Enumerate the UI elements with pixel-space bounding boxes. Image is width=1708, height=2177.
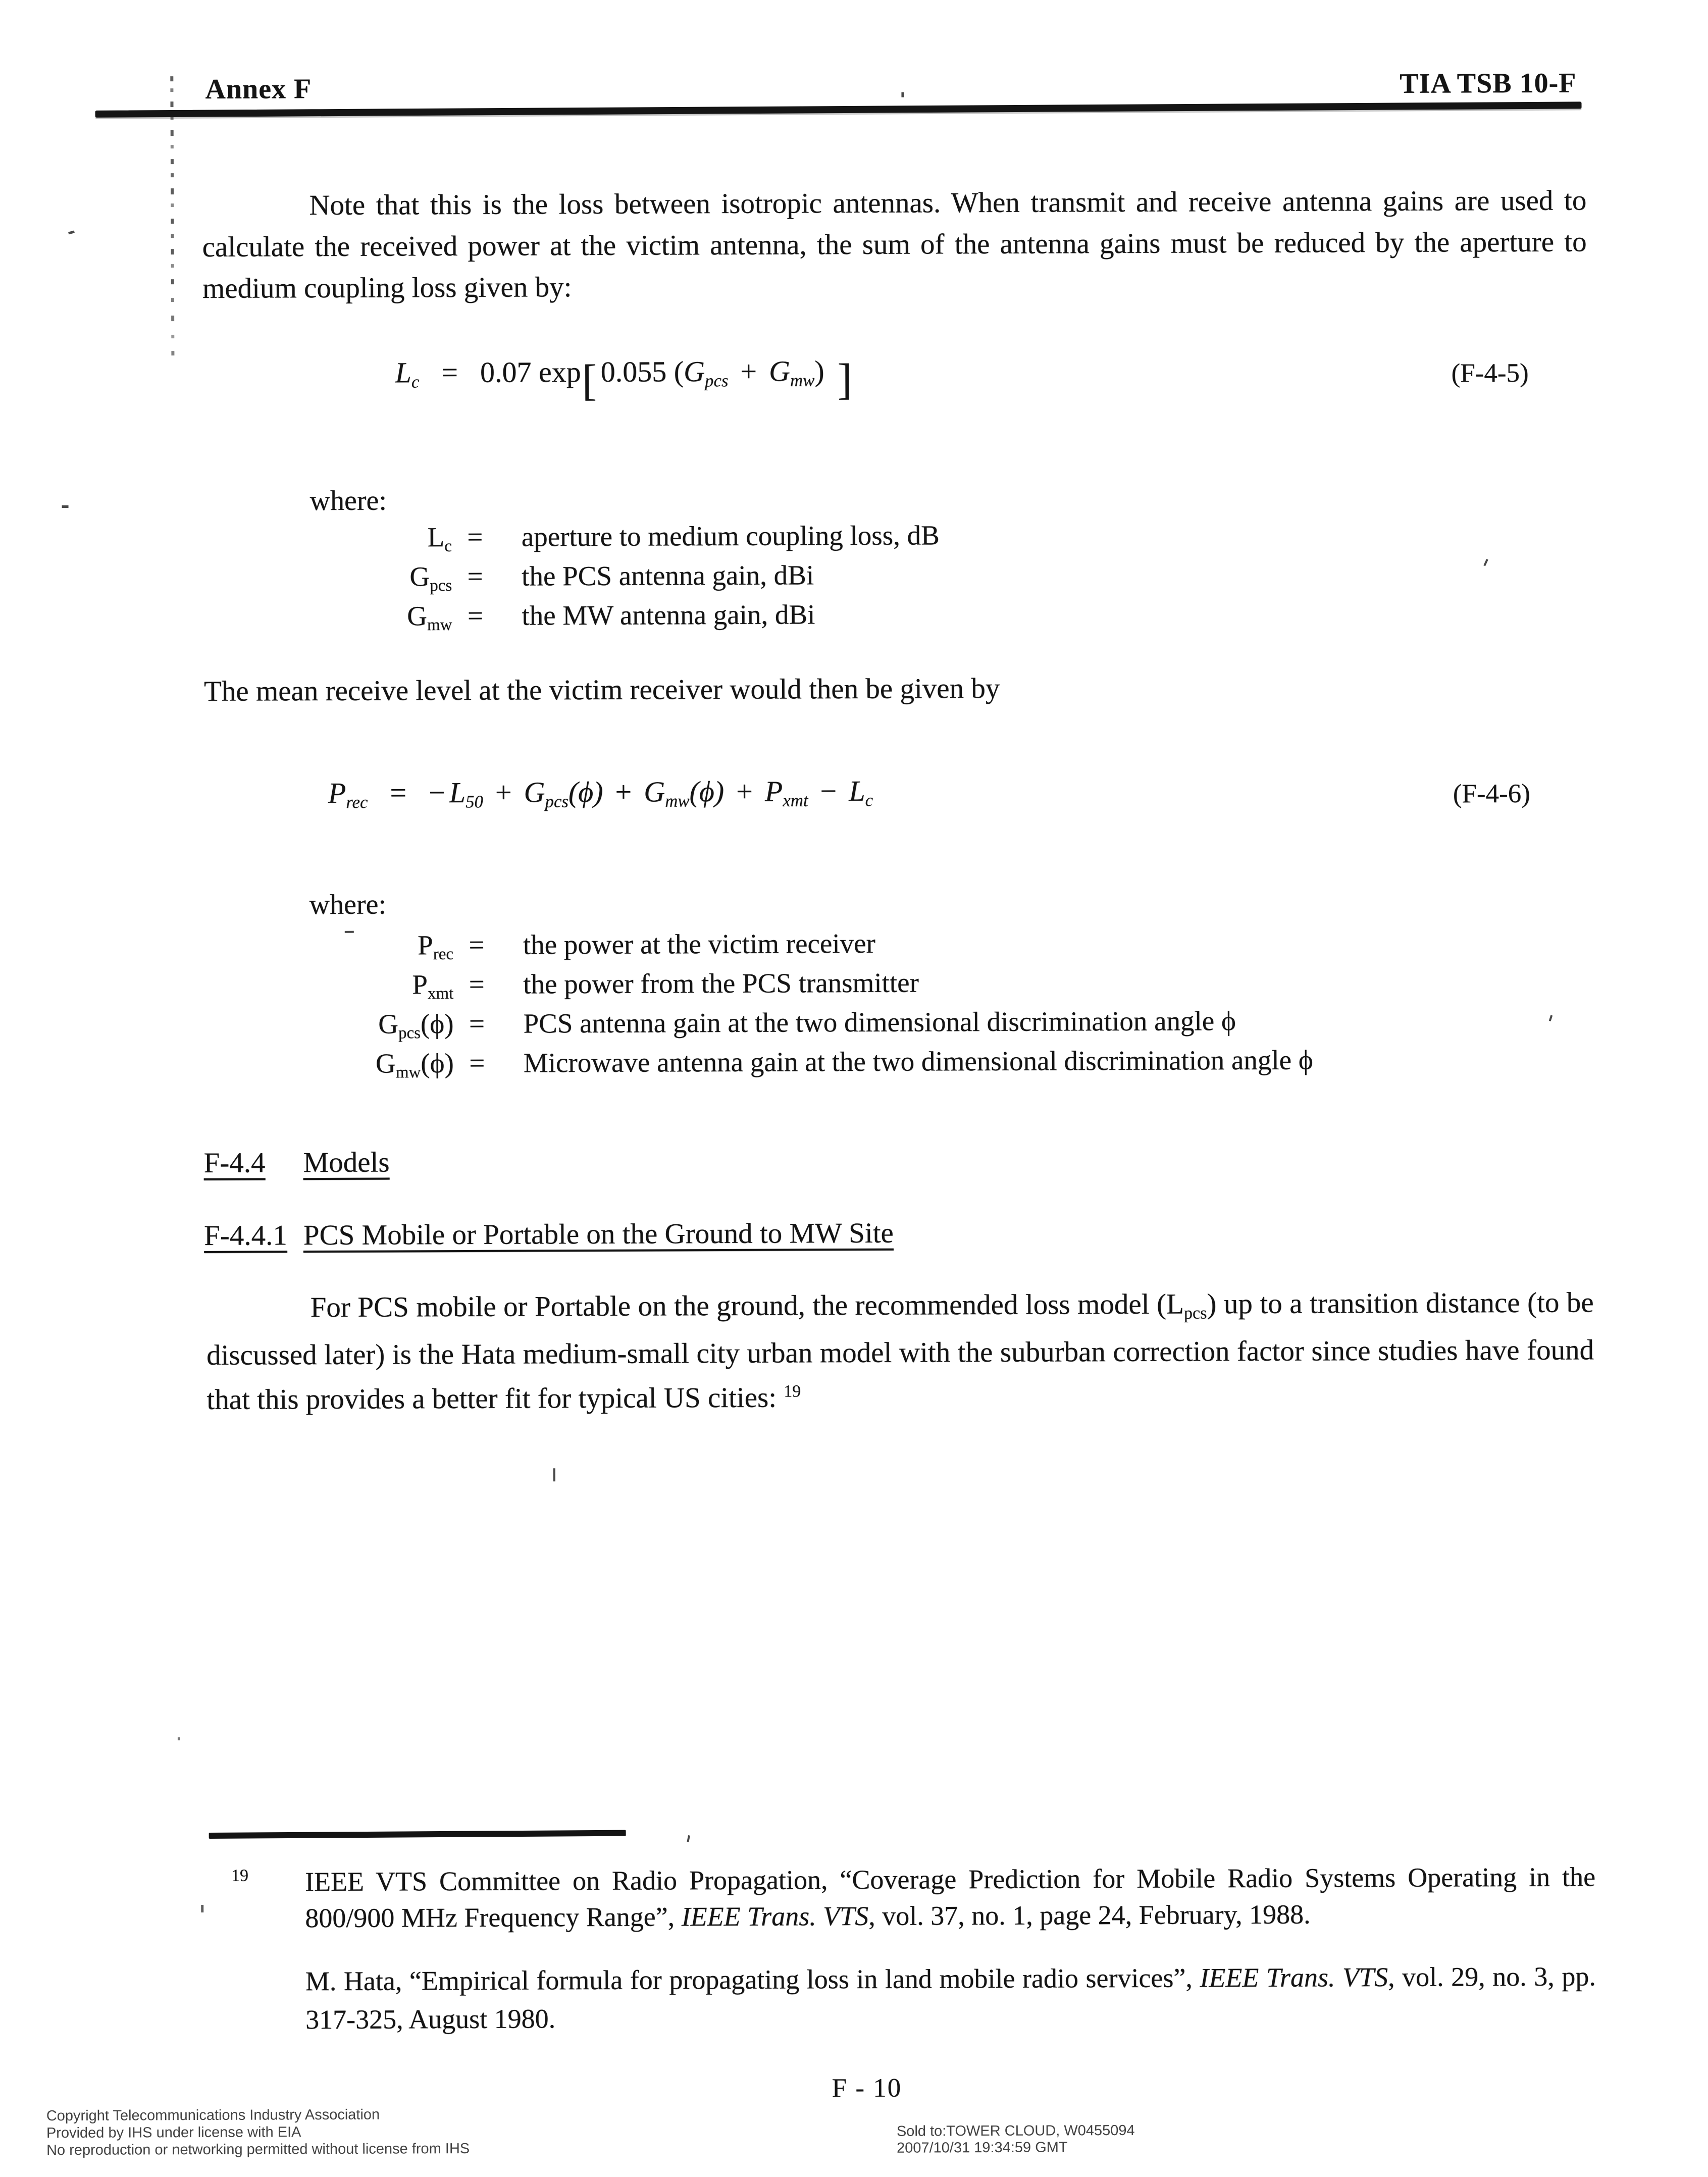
- scan-artifact: [178, 1737, 180, 1740]
- page-number: F - 10: [832, 2073, 902, 2103]
- footnote-text: , vol. 29, no. 3, pp. 317-325, August 1980.: [305, 1961, 1596, 2035]
- open-bracket: [: [582, 355, 597, 405]
- footnote-ieee-vts: [305, 1858, 1596, 1936]
- where-definition: the MW antenna gain, dBi: [522, 599, 815, 631]
- where-definition: PCS antenna gain at the two dimensional discrimination angle ϕ: [523, 1005, 1236, 1039]
- eq45-g1: G: [683, 355, 705, 388]
- term-subscript: pcs: [430, 576, 452, 595]
- scan-artifact: [345, 931, 354, 933]
- eq46-p: P: [328, 776, 346, 809]
- scan-artifact: [171, 279, 174, 284]
- equals-sign: =: [469, 929, 485, 960]
- plus-sign: +: [495, 775, 512, 809]
- scan-artifact: [171, 351, 174, 355]
- eq45-g1-sub: pcs: [704, 371, 729, 391]
- section-title: Models: [303, 1146, 390, 1179]
- journal-name: IEEE Trans. VTS: [681, 1900, 869, 1932]
- equation-f46: [328, 774, 873, 813]
- where-definition: the power from the PCS transmitter: [523, 967, 919, 1000]
- equals-sign: =: [467, 521, 483, 552]
- timestamp-line: 2007/10/31 19:34:59 GMT: [896, 2139, 1068, 2156]
- mean-receive-sentence: The mean receive level at the victim receiver would then be given by: [203, 672, 1000, 707]
- equals-sign: =: [467, 560, 483, 592]
- where-row: [203, 552, 1588, 597]
- eq45-inner-close: ): [814, 354, 824, 388]
- reproduction-line: No reproduction or networking permitted without license from IHS: [46, 2140, 470, 2159]
- equation-f46-label: (F-4-6): [1453, 779, 1530, 809]
- scan-artifact: [171, 203, 174, 207]
- close-bracket: ]: [837, 354, 852, 404]
- scan-artifact: [171, 130, 174, 136]
- where-label: where:: [309, 889, 387, 921]
- eq46-g2-sub: mw: [665, 791, 690, 811]
- scan-artifact: [171, 219, 174, 224]
- scan-artifact: [171, 264, 174, 268]
- where-term: [205, 1044, 454, 1093]
- term-symbol: G: [409, 561, 430, 592]
- where-row: [203, 513, 1588, 558]
- scan-artifact: [171, 145, 174, 148]
- models-text: For PCS mobile or Portable on the ground, the recommended loss model (L: [310, 1288, 1184, 1324]
- scan-artifact: [201, 1905, 203, 1912]
- scan-artifact: [170, 76, 173, 81]
- term-symbol: P: [417, 929, 433, 961]
- eq46-g1-arg: (ϕ): [568, 775, 603, 809]
- section-heading-f441: [204, 1217, 894, 1252]
- footnote-text: M. Hata, “Empirical formula for propagating loss in land mobile radio services”,: [305, 1962, 1200, 1997]
- scan-artifact: [171, 173, 174, 177]
- eq45-lhs-sub: c: [411, 372, 420, 392]
- scan-artifact: [171, 249, 174, 254]
- footnote-hata: [305, 1957, 1596, 2039]
- license-line: Provided by IHS under license with EIA: [46, 2124, 301, 2142]
- scan-artifact: [171, 116, 174, 120]
- copyright-block: [46, 2106, 470, 2159]
- footnote-number: 19: [231, 1866, 249, 1885]
- equals-sign: =: [390, 776, 407, 809]
- eq46-l2: L: [849, 774, 865, 808]
- eq45-prefix: 0.07 exp: [480, 355, 581, 389]
- eq45-lhs: L: [395, 356, 411, 389]
- intro-paragraph: Note that this is the loss between isotropic antennas. When transmit and receive antenna gains are used to calculate the received power at the victim antenna, the sum of the antenna gains must be reduced by the aperture to medium coupling loss given by:: [202, 184, 1587, 304]
- eq46-g2: G: [644, 775, 665, 808]
- term-symbol: P: [412, 969, 428, 1000]
- term-subscript: pcs: [398, 1024, 421, 1043]
- equals-sign: =: [467, 600, 484, 631]
- term-subscript: mw: [427, 615, 452, 635]
- scan-artifact: [171, 159, 174, 164]
- equals-sign: =: [441, 355, 458, 389]
- scan-artifact: [171, 298, 174, 302]
- where-row: [203, 592, 1588, 637]
- scan-artifact: [170, 101, 173, 107]
- models-paragraph: [206, 1283, 1594, 1419]
- where-row: [205, 1039, 1590, 1084]
- copyright-line: Copyright Telecommunications Industry Association: [46, 2106, 380, 2124]
- plus-sign: +: [740, 354, 757, 388]
- equation-f45: [395, 353, 856, 406]
- eq46-l2-sub: c: [865, 790, 873, 810]
- eq46-g1-sub: pcs: [545, 791, 568, 811]
- term-subscript: c: [444, 537, 452, 555]
- scan-artifact: [171, 335, 174, 338]
- header-rule: [95, 101, 1582, 117]
- scan-artifact: [171, 188, 174, 194]
- section-title: PCS Mobile or Portable on the Ground to MW Site: [303, 1217, 894, 1252]
- term-subscript: rec: [433, 945, 454, 964]
- header-right-title: TIA TSB 10-F: [1400, 67, 1577, 99]
- where-row: [205, 921, 1589, 966]
- equals-sign: =: [469, 968, 485, 1000]
- scan-artifact: [171, 316, 174, 321]
- where-definition: the PCS antenna gain, dBi: [521, 559, 814, 592]
- where-row: [205, 960, 1589, 1005]
- footnote-separator-rule: [209, 1830, 626, 1839]
- equals-sign: =: [469, 1047, 485, 1078]
- term-symbol: G: [375, 1048, 396, 1079]
- where-term: [203, 596, 452, 646]
- eq46-p2: P: [764, 774, 783, 808]
- where-definition: the power at the victim receiver: [523, 927, 875, 960]
- equation-f45-label: (F-4-5): [1451, 358, 1529, 388]
- eq46-p2-sub: xmt: [783, 790, 808, 810]
- term-subscript: xmt: [427, 984, 454, 1003]
- footnote-reference: 19: [784, 1382, 801, 1401]
- scan-artifact: [68, 230, 75, 234]
- where-definition: aperture to medium coupling loss, dB: [521, 520, 940, 552]
- scan-artifact: [170, 88, 173, 92]
- eq46-l1: L: [449, 775, 466, 809]
- header-left-title: Annex F: [205, 73, 312, 105]
- where-row: [205, 1000, 1589, 1045]
- section-number: F-4.4.1: [203, 1219, 287, 1252]
- scan-artifact: [553, 1468, 555, 1481]
- plus-sign: +: [736, 774, 753, 808]
- section-heading-f44: [203, 1146, 389, 1179]
- term-suffix: (ϕ): [421, 1048, 454, 1079]
- lpcs-subscript: pcs: [1183, 1304, 1207, 1323]
- eq46-g1: G: [524, 775, 545, 809]
- eq46-g2-arg: (ϕ): [689, 774, 724, 808]
- scan-artifact: [687, 1835, 690, 1842]
- plus-sign: +: [615, 775, 632, 808]
- term-subscript: mw: [395, 1063, 421, 1082]
- eq46-p-sub: rec: [346, 792, 368, 812]
- section-number: F-4.4: [203, 1147, 266, 1179]
- footnote-text: IEEE VTS Committee on Radio Propagation, “Coverage Prediction for Mobile Radio Systems Operating in the 800/900 MHz Frequency Range”,: [304, 1861, 1596, 1934]
- scan-artifact: [171, 234, 174, 238]
- minus-sign: −: [428, 776, 445, 809]
- where-definition: Microwave antenna gain at the two dimensional discrimination angle ϕ: [523, 1044, 1313, 1078]
- journal-name: IEEE Trans. VTS: [1200, 1961, 1388, 1993]
- equals-sign: =: [469, 1008, 485, 1039]
- scan-artifact: [62, 505, 69, 508]
- term-symbol: G: [378, 1008, 399, 1040]
- sold-to-block: [897, 2122, 1135, 2157]
- eq45-g2: G: [768, 354, 791, 388]
- minus-sign: −: [820, 774, 837, 808]
- term-symbol: G: [407, 600, 428, 632]
- where-label: where:: [309, 485, 387, 517]
- eq46-l1-sub: 50: [465, 792, 483, 812]
- footnote-text: , vol. 37, no. 1, page 24, February, 1988.: [868, 1899, 1311, 1931]
- models-text: ) up to a transition distance (to be discussed later) is the Hata medium-small city urban model with the suburban correction factor since studies have found that this provides a better fit for typical US cities:: [206, 1286, 1594, 1416]
- eq45-inner-open: 0.055 (: [600, 355, 684, 388]
- term-symbol: L: [427, 522, 445, 553]
- eq45-g2-sub: mw: [790, 370, 815, 390]
- sold-to-line: Sold to:TOWER CLOUD, W0455094: [896, 2122, 1135, 2140]
- scan-artifact: [901, 92, 904, 97]
- term-suffix: (ϕ): [420, 1008, 454, 1040]
